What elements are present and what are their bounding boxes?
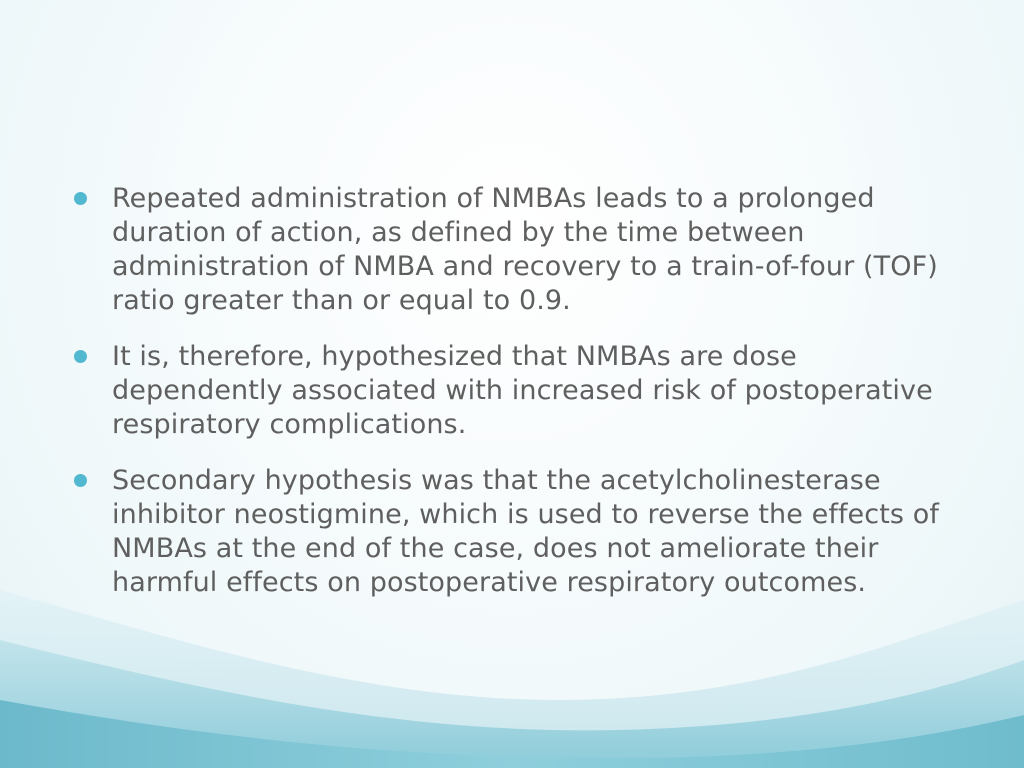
bullet-icon — [74, 350, 87, 363]
bullet-text: Secondary hypothesis was that the acetylcholinesterase inhibitor neostigmine, which is used to reverse the effects of NMBAs at the end of the case, does not ameliorate their harmful effects on postoperative respiratory outcomes. — [112, 465, 939, 598]
bullet-text: It is, therefore, hypothesized that NMBAs are dose dependently associated with increased risk of postoperative respiratory complications. — [112, 341, 933, 440]
slide-content — [70, 182, 970, 622]
bullet-item-1 — [70, 182, 970, 318]
bullet-item-3 — [70, 464, 970, 600]
bullet-item-2 — [70, 340, 970, 442]
bullet-text: Repeated administration of NMBAs leads to a prolonged duration of action, as defined by the time between administration of NMBA and recovery to a train-of-four (TOF) ratio greater than or equal to 0.9. — [112, 183, 938, 316]
bullet-icon — [74, 192, 87, 205]
bullet-icon — [74, 474, 87, 487]
bullet-list — [70, 182, 970, 600]
